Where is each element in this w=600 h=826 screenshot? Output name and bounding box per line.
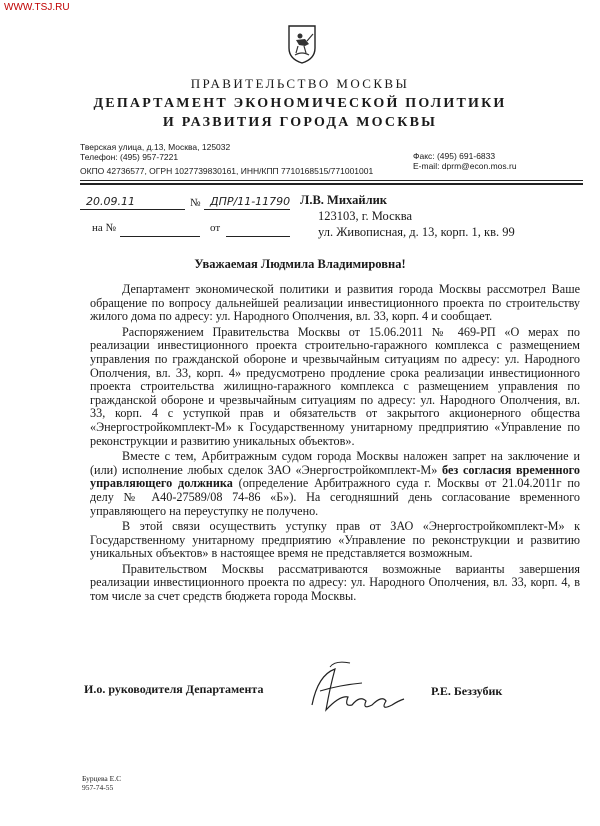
paragraph-1: Департамент экономической политики и развития города Москвы рассмотрел Ваше обращение по вопросу дальнейшей реализации инвестиционного проекта по строительству жилого дома по адресу: ул. Народного Ополчения, вл. 33, корп. 4 и сообщает. xyxy=(90,282,580,324)
reference-date-line xyxy=(226,236,290,237)
paragraph-3-bold: без согласия временного управляющего должника xyxy=(90,462,580,491)
department-title-line1: ДЕПАРТАМЕНТ ЭКОНОМИЧЕСКОЙ ПОЛИТИКИ xyxy=(93,96,507,111)
government-title: ПРАВИТЕЛЬСТВО МОСКВЫ xyxy=(190,76,410,91)
site-watermark: WWW.TSJ.RU xyxy=(4,2,70,13)
paragraph-3-start: Вместе с тем, Арбитражным судом города Москвы наложен запрет на заключение и (или) исполнение любых сделок ЗАО «Энергостройкомплект-М» xyxy=(90,449,580,477)
paragraph-2: Распоряжением Правительства Москвы от 15.06.2011 № 469-РП «О мерах по реализации инвестиционного проекта строительно-гаражного комплекса с размещением управления по гражданской обороне и чрезвычайным ситуациям по адресу: ул. Народного Ополчения, вл. 33, корп. 4» предусмотрено продление срока реализации инвестиционного проекта строительства жилищно-гаражного комплекса с размещением управления по гражданской обороне и чрезвычайным ситуациям по адресу: ул. Народного Ополчения, вл. 33, корп. 4 с уступкой прав и обязательств от закрытого акционерного общества «Энергостройкомплект-М» к Государственному унитарному предприятию «Управление по реконструкции и развитию уникальных объектов». xyxy=(90,324,580,448)
department-title-line2: И РАЗВИТИЯ ГОРОДА МОСКВЫ xyxy=(162,115,438,130)
recipient-city: 123103, г. Москва xyxy=(318,209,412,223)
department-address: Тверская улица, д.13, Москва, 125032 xyxy=(80,142,231,152)
department-email: E-mail: dprm@econ.mos.ru xyxy=(413,161,517,171)
department-address-block xyxy=(80,142,380,176)
reference-date-label: от xyxy=(210,222,221,234)
signatory-name: Р.Е. Беззубик xyxy=(431,684,503,698)
executor-block xyxy=(82,774,121,792)
recipient-street: ул. Живописная, д. 13, корп. 1, кв. 99 xyxy=(318,225,515,239)
number-sign: № xyxy=(190,197,201,209)
paragraph-3-end: (определение Арбитражного суда г. Москвы от 21.04.2011г по делу № А40-27589/08 74-86 «Б»). На сегодняшний день согласование временного управляющего на переуступку не получено. xyxy=(90,476,580,518)
executor-name: Бурцева Е.С xyxy=(82,774,122,783)
header-divider xyxy=(80,180,583,181)
recipient-block xyxy=(300,192,515,240)
paragraph-5: Правительством Москвы рассматриваются возможные варианты завершения реализации инвестиционного проекта по адресу: ул. Народного Ополчения, вл. 33, корп. 4, в том числе за счет средств бюджета города Москвы. xyxy=(90,561,580,604)
reference-number-line xyxy=(120,236,200,237)
department-phone: Телефон: (495) 957-7221 xyxy=(80,152,179,162)
signatory-role: И.о. руководителя Департамента xyxy=(84,682,264,696)
handwritten-signature xyxy=(300,655,410,725)
department-contact-block xyxy=(413,151,583,171)
reference-number-label: на № xyxy=(92,222,117,234)
outgoing-date: 20.09.11 xyxy=(86,195,135,208)
date-underline xyxy=(80,209,185,210)
letter-body xyxy=(90,283,580,606)
recipient-name: Л.В. Михайлик xyxy=(300,193,387,207)
number-underline xyxy=(204,209,290,210)
moscow-coat-of-arms-icon xyxy=(287,24,317,64)
executor-phone: 957-74-55 xyxy=(82,783,114,792)
outgoing-number: ДПР/11-11790 xyxy=(210,195,291,208)
header-divider-thick xyxy=(80,183,583,185)
paragraph-4: В этой связи осуществить уступку прав от ЗАО «Энергостройкомплект-М» к Государственному унитарному предприятию «Управление по реконструкции и развитию уникальных объектов» в настоящее время не представляется возможным. xyxy=(90,519,580,561)
greeting: Уважаемая Людмила Владимировна! xyxy=(194,257,406,271)
paragraph-3 xyxy=(90,450,580,518)
department-codes: ОКПО 42736577, ОГРН 1027739830161, ИНН/КПП 7710168515/771001001 xyxy=(80,166,374,176)
department-fax: Факс: (495) 691-6833 xyxy=(413,151,496,161)
